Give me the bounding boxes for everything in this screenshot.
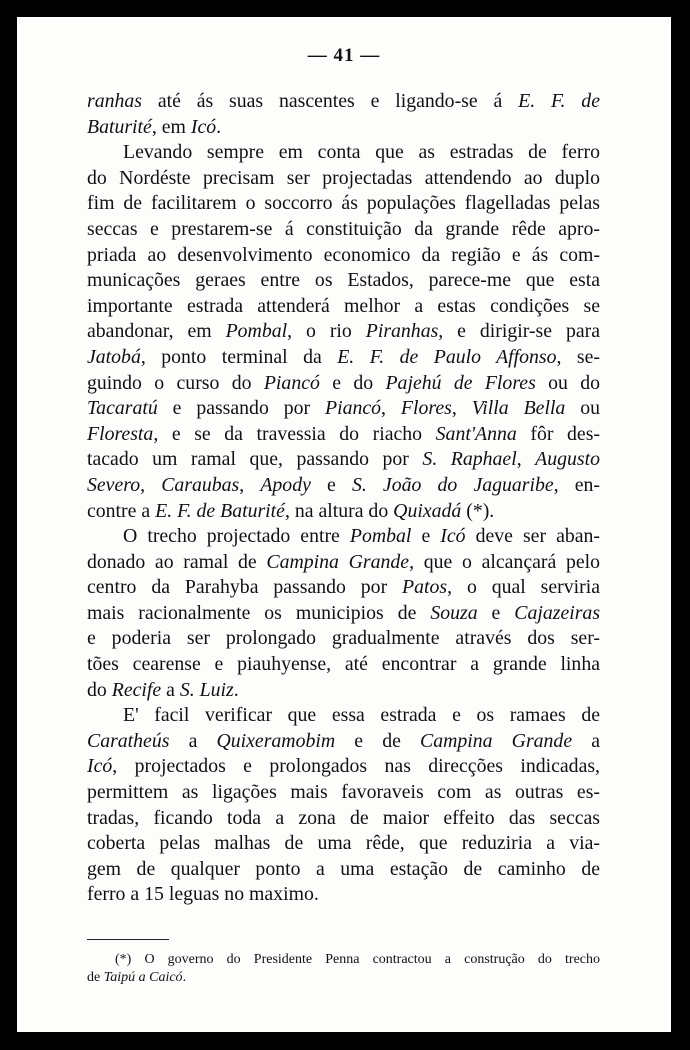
text-line: tões cearense e piauhyense, até encontrar a grande linha (87, 653, 600, 676)
text-line: donado ao ramal de Campina Grande, que o alcançará pelo (87, 550, 601, 573)
footnote-line: de Taipú a Caicó. (87, 970, 187, 985)
text-line: Icó, projectados e prolongados nas direcções indicadas, (87, 755, 600, 778)
text-line: fim de facilitarem o soccorro ás populações flagelladas pelas (87, 192, 600, 215)
text-line: Jatobá, ponto terminal da E. F. de Paulo Affonso, se- (87, 345, 600, 368)
document-page (17, 17, 671, 1032)
text-line: permittem as ligações mais favoraveis com as outras es- (87, 781, 600, 804)
text-line: E' facil verificar que essa estrada e os ramaes de (123, 704, 600, 727)
text-line: municações geraes entre os Estados, parece-me que esta (87, 269, 600, 292)
text-line: O trecho projectado entre Pombal e Icó deve ser aban- (123, 525, 600, 548)
text-line: centro da Parahyba passando por Patos, o qual serviria (87, 576, 600, 599)
text-line: Caratheús a Quixeramobim e de Campina Grande a (87, 729, 601, 752)
text-line: abandonar, em Pombal, o rio Piranhas, e dirigir-se para (87, 320, 600, 343)
text-line: guindo o curso do Piancó e do Pajehú de Flores ou do (87, 371, 601, 394)
text-line: gem de qualquer ponto a uma estação de caminho de (87, 857, 600, 880)
text-line: contre a E. F. de Baturité, na altura do Quixadá (*). (87, 499, 495, 522)
text-line: coberta pelas malhas de uma rêde, que reduziria a via- (87, 832, 600, 855)
text-line: seccas e prestarem-se á constituição da grande rêde apro- (87, 217, 600, 240)
text-line: Tacaratú e passando por Piancó, Flores, Villa Bella ou (87, 397, 601, 420)
text-line: ranhas até ás suas nascentes e ligando-se á E. F. de (87, 90, 600, 112)
footnote (87, 951, 600, 987)
text-line: priada ao desenvolvimento economico da região e ás com- (87, 243, 600, 266)
footnote-rule (87, 939, 169, 940)
text-line: Severo, Caraubas, Apody e S. João do Jaguaribe, en- (87, 473, 601, 496)
body-text (87, 89, 600, 908)
text-line: e poderia ser prolongado gradualmente através dos ser- (87, 627, 600, 650)
text-line: do Nordéste precisam ser projectadas attendendo ao duplo (87, 166, 600, 189)
page-number: — 41 — (307, 45, 381, 66)
text-line: Baturité, em Icó. (87, 115, 222, 138)
text-line: mais racionalmente os municipios de Souza e Cajazeiras (87, 601, 601, 624)
text-line: importante estrada attenderá melhor a estas condições se (87, 294, 600, 317)
footnote-line: (*) O governo do Presidente Penna contractou a construção do trecho (115, 952, 600, 967)
text-line: Floresta, e se da travessia do riacho Sant'Anna fôr des- (87, 422, 600, 445)
text-line: ferro a 15 leguas no maximo. (87, 883, 319, 906)
text-line: Levando sempre em conta que as estradas de ferro (123, 141, 600, 164)
text-line: tacado um ramal que, passando por S. Raphael, Augusto (87, 448, 601, 471)
text-line: do Recife a S. Luiz. (87, 678, 239, 701)
text-line: tradas, ficando toda a zona de maior effeito das seccas (87, 806, 600, 829)
